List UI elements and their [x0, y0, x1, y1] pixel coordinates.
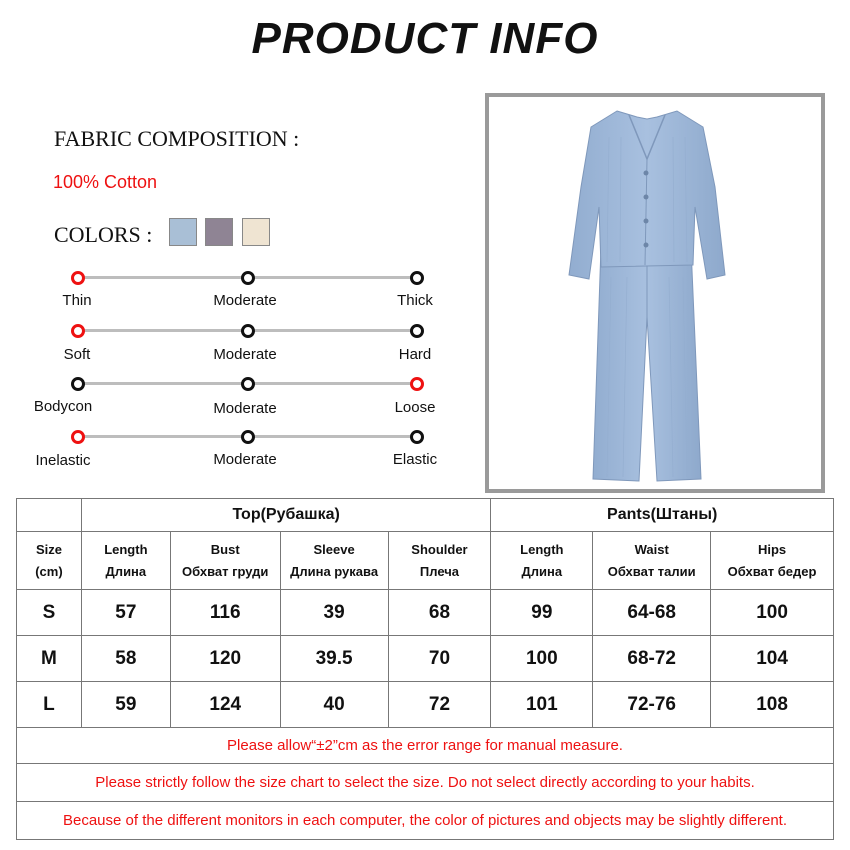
table-cell: 40	[280, 682, 388, 728]
corner-cell	[17, 499, 82, 532]
column-header: Size (cm)	[17, 532, 82, 590]
table-cell: 124	[170, 682, 280, 728]
table-cell: 120	[170, 636, 280, 682]
scale-label-left: Bodycon	[33, 398, 93, 415]
column-header: Length Длина	[81, 532, 170, 590]
column-header: Hips Обхват бедер	[711, 532, 834, 590]
scale-dot-left	[71, 377, 85, 391]
scale-dot-right	[410, 377, 424, 391]
scale-dot-middle	[241, 430, 255, 444]
table-row	[17, 682, 834, 728]
table-cell: 39.5	[280, 636, 388, 682]
scale-label-right: Loose	[394, 399, 436, 416]
table-cell: 116	[170, 590, 280, 636]
note-follow-size-chart: Please strictly follow the size chart to select the size. Do not select directly according to your habits.	[17, 764, 834, 802]
group-header-pants: Pants(Штаны)	[491, 499, 834, 532]
page-title: PRODUCT INFO	[251, 14, 599, 63]
table-cell: 70	[388, 636, 491, 682]
scale-label-right: Thick	[397, 292, 433, 309]
fabric-composition-label: FABRIC COMPOSITION :	[54, 126, 300, 151]
scale-dot-middle	[241, 377, 255, 391]
table-cell: 100	[711, 590, 834, 636]
scale-dot-right	[410, 430, 424, 444]
table-cell: 64-68	[593, 590, 711, 636]
scale-dot-middle	[241, 324, 255, 338]
scale-label-middle: Moderate	[213, 346, 277, 363]
note-color-difference: Because of the different monitors in each computer, the color of pictures and objects may be slightly different.	[17, 802, 834, 840]
scale-label-left: Inelastic	[35, 452, 91, 469]
scale-dot-left	[71, 271, 85, 285]
size-chart-table	[16, 498, 834, 840]
table-cell: 108	[711, 682, 834, 728]
table-cell: 100	[491, 636, 593, 682]
color-swatch-purple	[205, 218, 233, 246]
scale-dot-right	[410, 324, 424, 338]
scale-dot-left	[71, 324, 85, 338]
size-cell: M	[17, 636, 82, 682]
table-cell: 59	[81, 682, 170, 728]
table-cell: 104	[711, 636, 834, 682]
table-row	[17, 590, 834, 636]
note-measure-error: Please allow“±2”cm as the error range for manual measure.	[17, 728, 834, 764]
size-cell: L	[17, 682, 82, 728]
scale-dot-middle	[241, 271, 255, 285]
colors-label: COLORS :	[54, 222, 153, 247]
scale-label-left: Thin	[62, 292, 92, 309]
table-cell: 101	[491, 682, 593, 728]
scale-label-right: Hard	[398, 346, 432, 363]
color-swatch-beige	[242, 218, 270, 246]
column-header: Waist Обхват талии	[593, 532, 711, 590]
scale-label-middle: Moderate	[213, 292, 277, 309]
size-cell: S	[17, 590, 82, 636]
table-cell: 57	[81, 590, 170, 636]
table-row	[17, 636, 834, 682]
scale-label-middle: Moderate	[213, 400, 277, 417]
pajama-set-illustration	[489, 97, 821, 489]
scale-dot-right	[410, 271, 424, 285]
scale-label-left: Soft	[63, 346, 91, 363]
table-cell: 68	[388, 590, 491, 636]
table-cell: 72	[388, 682, 491, 728]
group-header-top: Top(Рубашка)	[81, 499, 491, 532]
fabric-composition-value: 100% Cotton	[53, 172, 158, 192]
column-header: Bust Обхват груди	[170, 532, 280, 590]
column-header: Shoulder Плеча	[388, 532, 491, 590]
scale-label-right: Elastic	[392, 451, 438, 468]
column-header: Sleeve Длина рукава	[280, 532, 388, 590]
table-cell: 58	[81, 636, 170, 682]
column-header: Length Длина	[491, 532, 593, 590]
color-swatch-blue	[169, 218, 197, 246]
table-cell: 68-72	[593, 636, 711, 682]
table-cell: 99	[491, 590, 593, 636]
scale-label-middle: Moderate	[213, 451, 277, 468]
table-cell: 39	[280, 590, 388, 636]
scale-dot-left	[71, 430, 85, 444]
table-cell: 72-76	[593, 682, 711, 728]
product-photo	[485, 93, 825, 493]
column-header-row	[17, 532, 834, 590]
